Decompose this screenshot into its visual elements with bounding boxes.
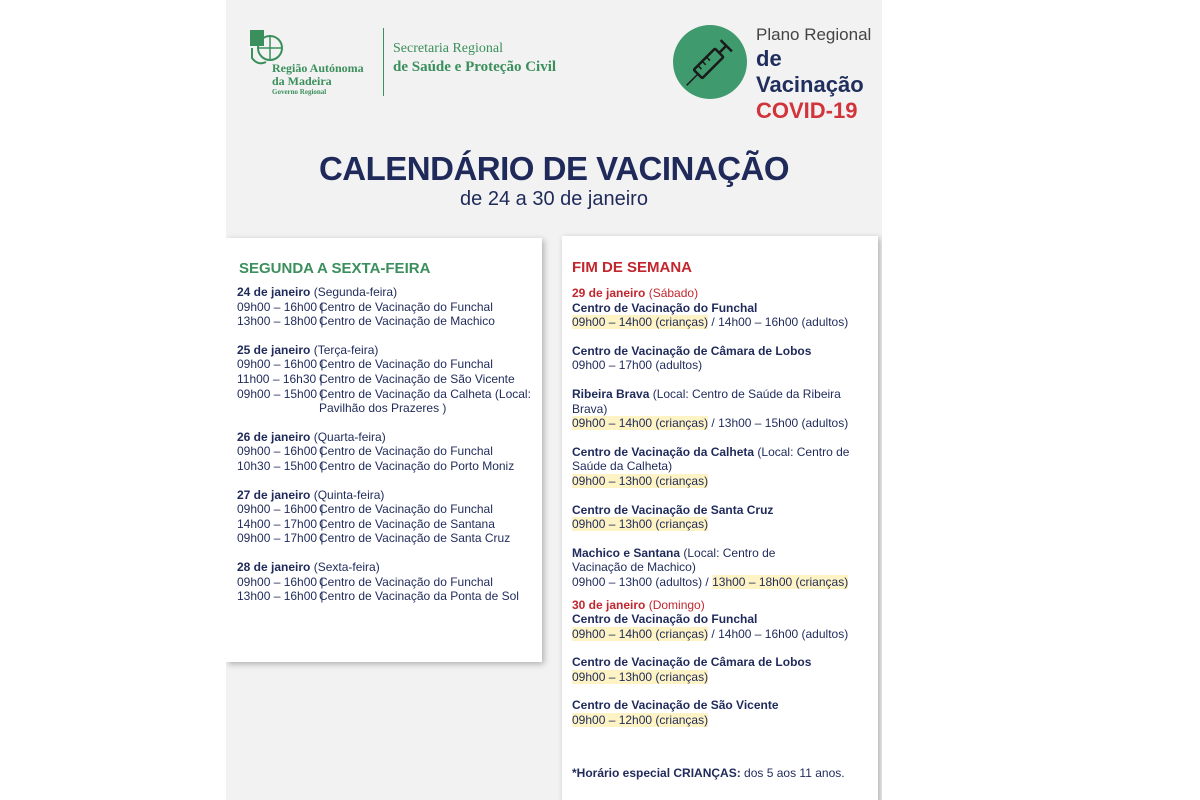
weekend-centre-block <box>572 546 872 590</box>
weekend-heading: FIM DE SEMANA <box>572 259 692 276</box>
schedule-time: 13h00 – 16h00 | <box>237 589 324 604</box>
day-date: 27 de janeiro <box>237 487 311 502</box>
schedule-place: Centro de Vacinação do Funchal <box>319 574 493 589</box>
children-schedule: 09h00 – 13h00 (crianças) <box>572 473 709 488</box>
centre-name: Centro de Vacinação da Calheta <box>572 444 755 459</box>
adults-schedule: / 14h00 – 16h00 (adultos) <box>708 315 849 330</box>
schedule-time: 09h00 – 16h00 | <box>237 299 324 314</box>
day-weekday: (Sexta-feira) <box>310 559 380 574</box>
secretaria-line2: de Saúde e Proteção Civil <box>393 59 557 75</box>
schedule-row <box>237 372 537 387</box>
secretaria-title <box>393 40 556 76</box>
secretaria-line1: Secretaria Regional <box>393 41 504 56</box>
schedule-place: Centro de Vacinação de Santana <box>319 516 495 531</box>
weekdays-card <box>226 238 542 662</box>
region-government-label: Governo Regional <box>272 88 327 96</box>
children-schedule: 09h00 – 14h00 (crianças) <box>572 315 709 330</box>
centre-name: Centro de Vacinação de Câmara de Lobos <box>572 343 812 358</box>
schedule-place: Centro de Vacinação da Calheta (Local: Pavilhão dos Prazeres ) <box>319 386 531 416</box>
schedule-row <box>237 300 537 315</box>
schedule-place: Centro de Vacinação do Funchal <box>319 299 493 314</box>
schedule-time: 09h00 – 16h00 | <box>237 574 324 589</box>
day-date: 30 de janeiro <box>572 597 646 612</box>
day-block-26 <box>237 430 537 474</box>
adults-schedule: 09h00 – 17h00 (adultos) <box>572 358 703 373</box>
page-title: CALENDÁRIO DE VACINAÇÃO <box>318 150 790 187</box>
day-weekday: (Terça-feira) <box>310 342 379 357</box>
centre-location: (Local: Centro de Vacinação de Machico) <box>572 545 776 575</box>
weekdays-heading: SEGUNDA A SEXTA-FEIRA <box>239 260 431 277</box>
plan-line3: COVID-19 <box>756 98 858 123</box>
centre-location: (Local: Centro de Saúde da Calheta) <box>572 444 850 474</box>
schedule-row <box>237 459 537 474</box>
day-date: 24 de janeiro <box>237 285 311 299</box>
day-block-24 <box>237 285 537 329</box>
schedule-row <box>237 444 537 459</box>
centre-name: Ribeira Brava <box>572 386 650 401</box>
vaccination-plan-title <box>756 24 882 124</box>
children-schedule: 09h00 – 12h00 (crianças) <box>572 713 709 728</box>
day-date: 29 de janeiro <box>572 286 646 300</box>
schedule-place: Centro de Vacinação de Santa Cruz <box>319 531 511 546</box>
schedule-row <box>237 589 537 604</box>
vaccination-calendar-page <box>226 0 882 800</box>
schedule-row <box>237 314 537 329</box>
day-date: 26 de janeiro <box>237 429 311 444</box>
saturday-title <box>572 286 872 301</box>
weekend-centre-block <box>572 612 872 641</box>
day-block-27 <box>237 488 537 546</box>
adults-schedule: / 13h00 – 15h00 (adultos) <box>708 416 849 431</box>
adults-schedule: 09h00 – 13h00 (adultos) / <box>572 574 713 589</box>
weekend-centre-block <box>572 387 872 431</box>
day-weekday: (Quarta-feira) <box>310 429 386 444</box>
syringe-icon <box>673 25 747 99</box>
schedule-time: 09h00 – 16h00 | <box>237 444 324 459</box>
schedule-place: Centro de Vacinação do Porto Moniz <box>319 458 515 473</box>
day-title <box>237 488 537 503</box>
weekend-list <box>572 286 872 742</box>
schedule-place: Centro de Vacinação de São Vicente <box>319 371 515 386</box>
children-schedule-note <box>572 766 845 781</box>
header-divider <box>383 28 384 96</box>
weekend-centre-block <box>572 445 872 489</box>
schedule-time: 09h00 – 15h00 | <box>237 386 324 401</box>
schedule-place: Centro de Vacinação do Funchal <box>319 357 493 372</box>
centre-name: Centro de Vacinação do Funchal <box>572 300 758 315</box>
vaccination-plan-logo <box>673 25 747 99</box>
schedule-time: 14h00 – 17h00 | <box>237 516 324 531</box>
centre-name: Machico e Santana <box>572 545 681 560</box>
day-title <box>237 560 537 575</box>
day-weekday: (Quinta-feira) <box>310 487 385 502</box>
schedule-row <box>237 575 537 590</box>
children-schedule: 09h00 – 14h00 (crianças) <box>572 416 709 431</box>
schedule-row <box>237 502 537 517</box>
day-date: 25 de janeiro <box>237 342 311 357</box>
children-schedule: 09h00 – 14h00 (crianças) <box>572 626 709 641</box>
schedule-time: 09h00 – 16h00 | <box>237 357 324 372</box>
day-weekday: (Segunda-feira) <box>310 285 398 299</box>
day-block-25 <box>237 343 537 416</box>
children-schedule: 13h00 – 18h00 (crianças) <box>712 574 849 589</box>
day-title <box>237 343 537 358</box>
day-block-28 <box>237 560 537 604</box>
centre-name: Centro de Vacinação do Funchal <box>572 612 758 627</box>
note-label: *Horário especial CRIANÇAS: <box>572 766 741 780</box>
schedule-place: Centro de Vacinação do Funchal <box>319 444 493 459</box>
day-weekday: (Sábado) <box>645 286 699 300</box>
weekdays-list <box>237 285 537 618</box>
weekend-centre-block <box>572 698 872 727</box>
day-weekday: (Domingo) <box>645 597 705 612</box>
schedule-row <box>237 531 537 546</box>
weekend-centre-block <box>572 655 872 684</box>
schedule-place: Centro de Vacinação de Machico <box>319 314 495 329</box>
schedule-row <box>237 387 537 416</box>
note-text: dos 5 aos 11 anos. <box>740 766 845 780</box>
schedule-time: 09h00 – 16h00 | <box>237 502 324 517</box>
schedule-time: 09h00 – 17h00 | <box>237 531 324 546</box>
day-date: 28 de janeiro <box>237 559 311 574</box>
children-schedule: 09h00 – 13h00 (crianças) <box>572 669 709 684</box>
schedule-row <box>237 357 537 372</box>
centre-name: Centro de Vacinação de Santa Cruz <box>572 502 774 517</box>
children-schedule: 09h00 – 13h00 (crianças) <box>572 517 709 532</box>
schedule-place: Centro de Vacinação do Funchal <box>319 502 493 517</box>
schedule-place: Centro de Vacinação da Ponta de Sol <box>319 589 519 604</box>
schedule-time: 11h00 – 16h30 | <box>237 371 323 386</box>
plan-line2: de Vacinação <box>756 46 864 97</box>
region-name-line2: da Madeira <box>272 74 332 88</box>
centre-name: Centro de Vacinação de Câmara de Lobos <box>572 655 812 670</box>
centre-location: (Local: Centro de Saúde da Ribeira Brava) <box>572 386 841 416</box>
page-subtitle: de 24 a 30 de janeiro <box>460 188 648 210</box>
madeira-region-name <box>272 62 364 97</box>
plan-line1: Plano Regional <box>756 25 872 44</box>
weekend-centre-block <box>572 301 872 330</box>
centre-name: Centro de Vacinação de São Vicente <box>572 698 779 713</box>
weekend-centre-block <box>572 503 872 532</box>
schedule-time: 10h30 – 15h00 | <box>237 458 324 473</box>
day-title <box>237 430 537 445</box>
schedule-row <box>237 517 537 532</box>
adults-schedule: / 14h00 – 16h00 (adultos) <box>708 626 849 641</box>
day-title <box>237 285 537 300</box>
sunday-title <box>572 598 872 613</box>
schedule-time: 13h00 – 18h00 | <box>237 314 324 329</box>
weekend-card <box>562 236 878 800</box>
weekend-centre-block <box>572 344 872 373</box>
region-name-line1: Região Autónoma <box>272 61 364 75</box>
